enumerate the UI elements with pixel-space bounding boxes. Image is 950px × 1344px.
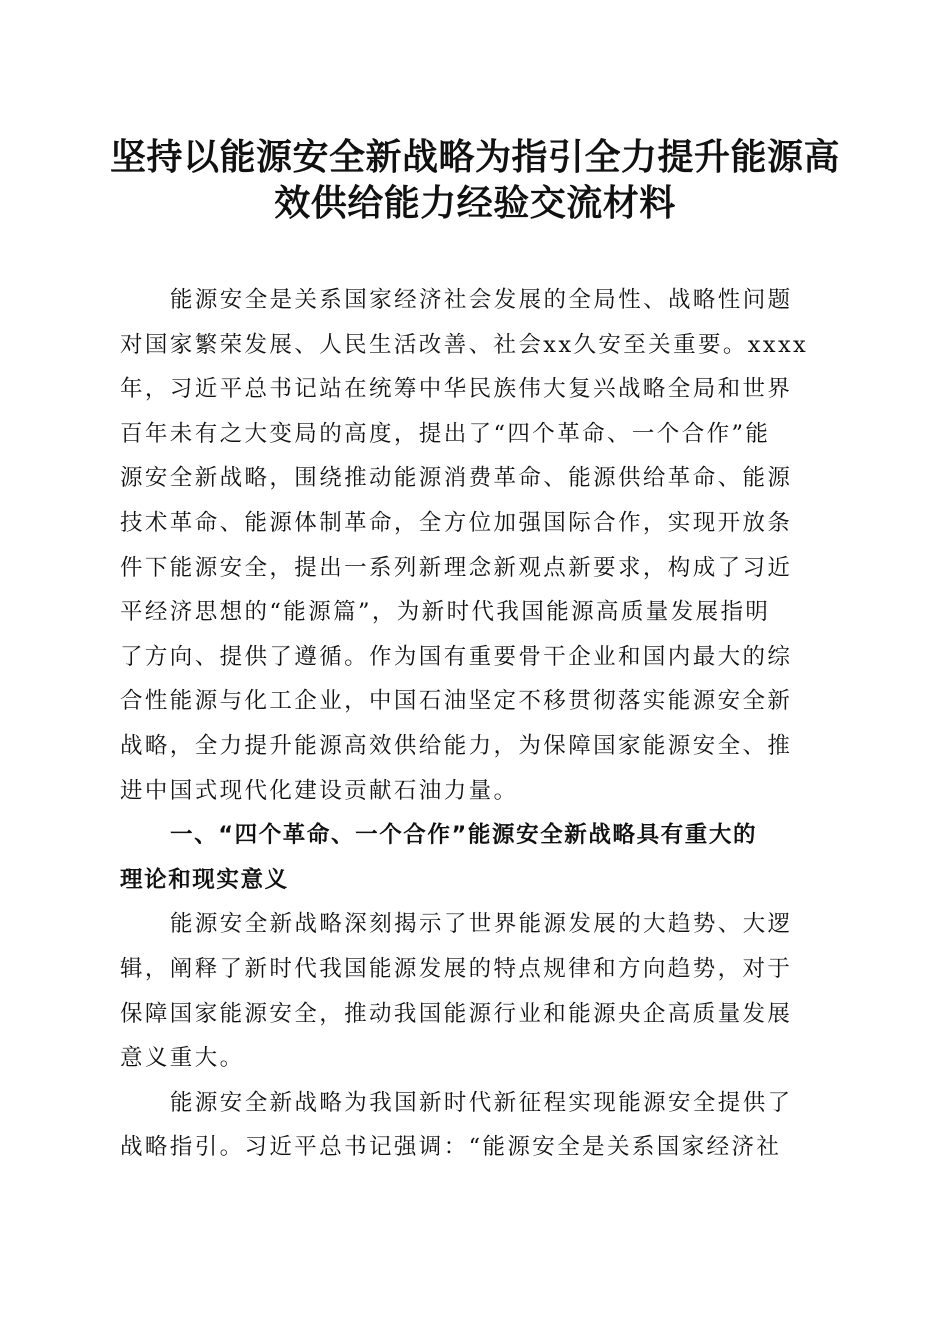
document-title [100,134,850,226]
intro-paragraph-line: 件下能源安全，提出一系列新理念新观点新要求，构成了习近 [120,554,793,581]
section-heading-line: 理论和现实意义 [120,866,289,893]
title-line-1: 坚持以能源安全新战略为指引全力提升能源高 [109,136,840,178]
paragraph-line: 辑，阐释了新时代我国能源发展的特点规律和方向趋势，对于 [120,955,793,982]
intro-paragraph-line: 对国家繁荣发展、人民生活改善、社会xx久安至关重要。xxxx [120,331,809,358]
intro-paragraph-line: 平经济思想的“能源篇”，为新时代我国能源高质量发展指明 [120,599,771,626]
document-body [120,278,825,1170]
intro-paragraph-line: 源安全新战略，围绕推动能源消费革命、能源供给革命、能源 [120,465,793,492]
paragraph-line: 能源安全新战略深刻揭示了世界能源发展的大趋势、大逻 [170,911,793,938]
intro-paragraph-line: 战略，全力提升能源高效供给能力，为保障国家能源安全、推 [120,732,793,759]
intro-paragraph-line: 合性能源与化工企业，中国石油坚定不移贯彻落实能源安全新 [120,688,793,715]
intro-paragraph-line: 进中国式现代化建设贡献石油力量。 [120,777,519,804]
paragraph-line: 战略指引。习近平总书记强调：“能源安全是关系国家经济社 [120,1134,782,1161]
paragraph-line: 能源安全新战略为我国新时代新征程实现能源安全提供了 [170,1089,793,1116]
intro-paragraph-line: 年，习近平总书记站在统筹中华民族伟大复兴战略全局和世界 [120,376,793,403]
paragraph-line: 意义重大。 [120,1045,245,1072]
intro-paragraph-line: 百年未有之大变局的高度，提出了“四个革命、一个合作”能 [120,420,771,447]
paragraph-line: 保障国家能源安全，推动我国能源行业和能源央企高质量发展 [120,1000,793,1027]
intro-paragraph-line: 能源安全是关系国家经济社会发展的全局性、战略性问题 [170,287,793,313]
intro-paragraph-line: 了方向、提供了遵循。作为国有重要骨干企业和国内最大的综 [120,643,793,670]
title-line-2: 效供给能力经验交流材料 [274,182,676,224]
intro-paragraph-line: 技术革命、能源体制革命，全方位加强国际合作，实现开放条 [120,509,793,536]
section-heading-line: 一、“四个革命、一个合作”能源安全新战略具有重大的 [170,822,758,849]
